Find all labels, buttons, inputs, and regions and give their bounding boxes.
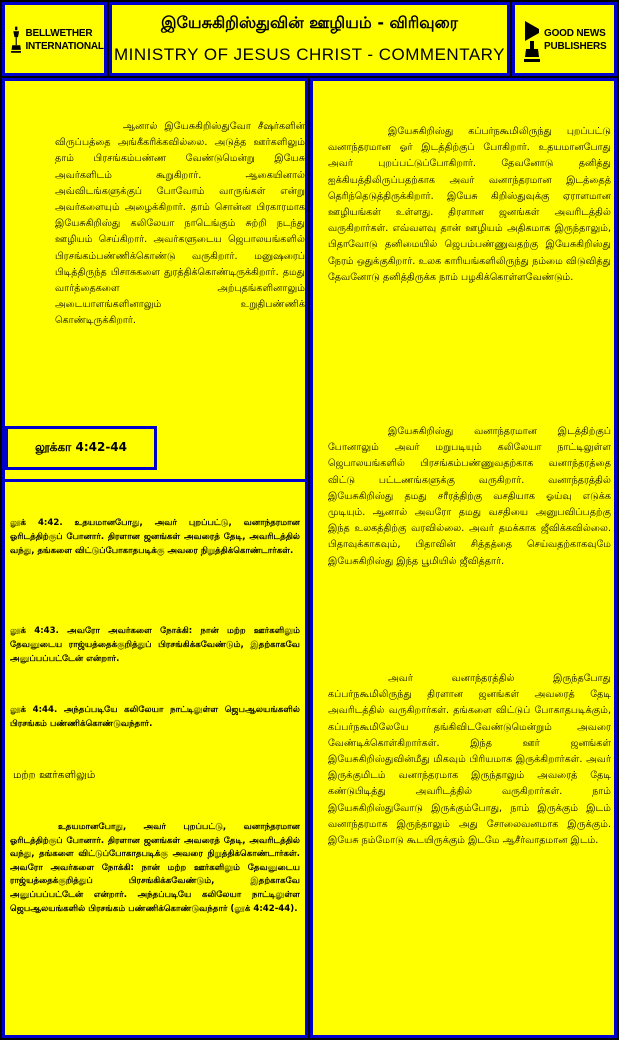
section-subheading: மற்ற ஊர்களிலும் <box>13 769 96 781</box>
header-left-logo-panel <box>2 2 107 76</box>
verse-luke-4-43: லூக் 4:43. அவரோ அவர்களை நோக்கி: நான் மற்ற ஊர்களிலும் தேவனுடைய ராஜ்யத்தைக்குறித்துப் பிரசங்கிக்கவேண்டும், இதற்காகவே அனுப்பப்பட்டேன் என்றார். <box>10 626 300 664</box>
commentary-paragraph: ஆனால் இயேசுகிறிஸ்துவோ சீஷர்களின் விருப்பத்தை அங்கீகரிக்கவில்லை. அடுத்த ஊர்களிலும் தாம் பிரசங்கம்பண்ண வேண்டுமென்று இயேசு அவர்களிடம் கூறுகிறார். ஆகையினால் அவ்விடங்களுக்குப் போவோம் வாருங்கள் என்று அவர்களையும் அழைக்கிறார். தாம் சொன்ன பிரகாரமாக இயேசுகிறிஸ்து கலிலேயா நாடெங்கும் சுற்றி நடந்து ஊழியம் செய்கிறார். அவர்களுடைய ஜெபாலயங்களில் பிரசங்கம்பண்ணிக்கொண்டு வருகிறார். மனுஷரைப் பிடித்திருந்த பிசாசுகளை துரத்திக்கொண்டிருக்கிறார். தமது வார்த்தைகளை அற்புதங்களினாலும் அடையாளங்களினாலும் உறுதிபண்ணிக் கொண்டிருக்கிறார். <box>55 121 305 327</box>
left-column <box>2 78 308 1038</box>
header-title-panel <box>109 2 510 76</box>
commentary-paragraph-1: இயேசுகிறிஸ்து கப்பர்நகூமிலிருந்து புறப்பட்டு வனாந்தரமான ஓர் இடத்திற்குப் போகிறார். உதயமானபோது அவர் புறப்பட்டுப்போகிறார். தேவனோடு தனித்து ஐக்கியத்திலிருப்பதற்காக அவர் வனாந்தரமான இடத்தைத் தெரிந்தெடுத்திருக்கிறார். இயேசு கிறிஸ்துவுக்கு ஏராளமான ஊழியங்கள் உள்ளது. திரளான ஜனங்கள் அவரிடத்தில் வருகிறார்கள். எவ்வளவு தான் ஊழியம் அதிகமாக இருந்தாலும், பிதாவோடு தனிமையில் ஜெபம்பண்ணுவதற்கு இயேசுகிறிஸ்து நேரம் ஒதுக்குகிறார். உலக காரியங்களிலிருந்து நம்மை விடுவித்து தேவனோடு தனித்திருக்க நாம் பழகிக்கொள்ளவேண்டும். <box>328 126 611 283</box>
commentary-paragraph-3: அவர் வனாந்தரத்தில் இருந்தபோது கப்பர்நகூமிலிருந்து திரளான ஜனங்கள் அவரைத் தேடி அவரிடத்தில் வருகிறார்கள். தங்களை விட்டுப் போகாதபடிக்கும், கப்பர்நகூமிலேயே தங்கிவிடவேண்டுமென்றும் அவரை வேண்டிக்கொள்கிறார்கள். இந்த ஊர் ஜனங்கள் இயேசுகிறிஸ்துவின்மீது மிகவும் பிரியமாக இருக்கிறார்கள். அவர் இருக்குமிடம் வனாந்தரமாக இருந்தாலும் அவரைத் தேடி கண்டுபிடித்து அவரிடத்தில் வருகிறார்கள். நாம் இயேசுகிறிஸ்துவோடு இருக்கும்போது, நாம் இருக்கும் இடம் வனாந்தரமாக இருந்தாலும் அது சோலைவனமாக இருக்கும். இயேசு நம்மோடு கூடயிருக்கும் இடமே ஆசீர்வாதமான இடம். <box>328 673 611 847</box>
header-right-logo-panel <box>512 2 617 76</box>
verse-luke-4-42: லூக் 4:42. உதயமானபோது, அவர் புறப்பட்டு, வனாந்தரமான ஓரிடத்திற்குப் போனார். திரளான ஜனங்கள் அவரைத் தேடி, அவரிடத்தில் வந்து, தங்களை விட்டுப்போகாதபடிக்கு அவரை நிறுத்திக்கொண்டார்கள். <box>10 518 300 556</box>
scripture-reference-box <box>5 426 157 470</box>
divider <box>5 479 305 482</box>
bellwether-logo-text: BELLWETHER INTERNATIONAL <box>25 28 104 52</box>
page-title-tamil: இயேசுகிறிஸ்துவின் ஊழியம் - விரிவுரை <box>160 13 458 32</box>
good-news-logo <box>523 17 610 63</box>
good-news-logo-text: GOOD NEWS PUBLISHERS <box>544 28 607 52</box>
trumpet-icon <box>523 17 541 63</box>
verse-luke-4-44: லூக் 4:44. அந்தப்படியே கலிலேயா நாட்டிலுள்ள ஜெபஆலயங்களில் பிரசங்கம் பண்ணிக்கொண்டுவந்தார். <box>10 705 300 729</box>
bellwether-logo <box>11 17 107 63</box>
scripture-passage: உதயமானபோது, அவர் புறப்பட்டு, வனாந்தரமான ஓரிடத்திற்குப் போனார். திரளான ஜனங்கள் அவரைத் தேடி, அவரிடத்தில் வந்து, தங்களை விட்டுப்போகாதபடிக்கு அவரை நிறுத்திக்கொண்டார்கள். அவரோ அவர்களை நோக்கி: நான் மற்ற ஊர்களிலும் தேவனுடைய ராஜ்யத்தைக்குறித்துப் பிரசங்கிக்கவேண்டும், இதற்காகவே அனுப்பப்பட்டேன் என்றார். அந்தப்படியே கலிலேயா நாட்டிலுள்ள ஜெபஆலயங்களில் பிரசங்கம் பண்ணிக்கொண்டுவந்தார் (லூக் 4:42-44). <box>10 822 300 914</box>
commentary-paragraph-2: இயேசுகிறிஸ்து வனாந்தரமான இடத்திற்குப் போனாலும் அவர் மறுபடியும் கலிலேயா நாட்டிலுள்ள ஜெபாலயங்களில் பிரசங்கம்பண்ணுவதற்காக வனாந்தரத்தை விட்டு பட்டணங்களுக்கு வருகிறார். வனாந்தரத்தில் இயேசுகிறிஸ்து தமது சரீரத்திற்கு வசதியாக ஓய்வு எடுக்க முடியும். ஆனால் அவரோ தமது வசதியை அனுபவிப்பதற்கு இந்த உலகத்திற்கு வரவில்லை. அவர் தமக்காக ஜீவிக்கவில்லை. பிதாவுக்காகவும், பிதாவின் சித்தத்தை செய்வதற்காகவுமே இயேசுகிறிஸ்து இந்த பூமியில் ஜீவித்தார். <box>328 426 611 567</box>
lamp-icon <box>11 17 21 63</box>
page-title-english: MINISTRY OF JESUS CHRIST - COMMENTARY <box>114 45 505 64</box>
scripture-reference: லூக்கா 4:42-44 <box>34 440 127 454</box>
right-column <box>310 78 617 1038</box>
